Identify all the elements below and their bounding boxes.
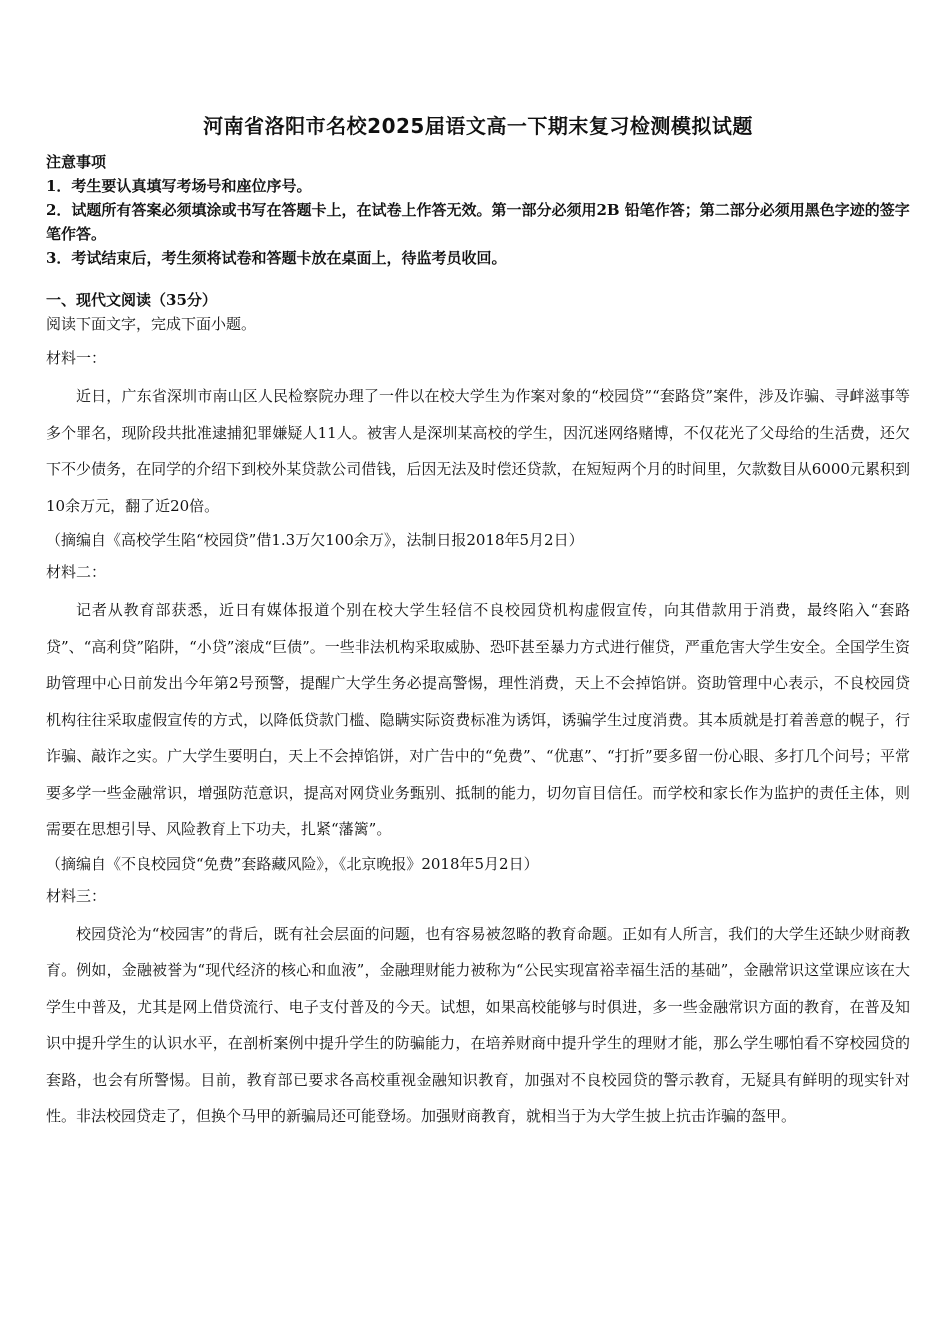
- section-heading: 一、现代文阅读（35分）: [46, 291, 217, 309]
- material-paragraph: 校园贷沦为“校园害”的背后，既有社会层面的问题，也有容易被忽略的教育命题。正如有人所言，我们的大学生还缺少财商教育。例如，金融被誉为“现代经济的核心和血液”，金融理财能力被称为“公民实现富裕幸福生活的基础”，金融常识这堂课应该在大学生中普及，尤其是网上借贷流行、电子支付普及的今天。试想，如果高校能够与时俱进，多一些金融常识方面的教育，在普及知识中提升学生的认识水平，在剖析案例中提升学生的防骗能力，在培养财商中提升学生的理财才能，那么学生哪怕看不穿校园贷的套路，也会有所警惕。目前，教育部已要求各高校重视金融知识教育，加强对不良校园贷的警示教育，无疑具有鲜明的现实针对性。非法校园贷走了，但换个马甲的新骗局还可能登场。加强财商教育，就相当于为大学生披上抗击诈骗的盔甲。: [46, 924, 910, 1125]
- material-1: [46, 346, 910, 552]
- spacer: [46, 270, 910, 288]
- notice-item-2: 2．试题所有答案必须填涂或书写在答题卡上，在试卷上作答无效。第一部分必须用2B 铅笔作答；第二部分必须用黑色字迹的签字笔作答。: [46, 201, 910, 243]
- notice-item-3: 3．考试结束后，考生须将试卷和答题卡放在桌面上，待监考员收回。: [46, 249, 507, 267]
- material-3: [46, 884, 910, 1135]
- section-instruction: 阅读下面文字，完成下面小题。: [46, 315, 257, 333]
- exam-page: [46, 112, 910, 1135]
- material-2: [46, 560, 910, 876]
- material-paragraph: 记者从教育部获悉，近日有媒体报道个别在校大学生轻信不良校园贷机构虚假宣传，向其借款用于消费，最终陷入“套路贷”、“高利贷”陷阱，“小贷”滚成“巨债”。一些非法机构采取威胁、恐吓甚至暴力方式进行催贷，严重危害大学生安全。全国学生资助管理中心日前发出今年第2号预警，提醒广大学生务必提高警惕，理性消费，天上不会掉馅饼。资助管理中心表示，不良校园贷机构往往采取虚假宣传的方式，以降低贷款门槛、隐瞒实际资费标准为诱饵，诱骗学生过度消费。其本质就是打着善意的幌子，行诈骗、敲诈之实。广大学生要明白，天上不会掉馅饼，对广告中的“免费”、“优惠”、“打折”要多留一份心眼、多打几个问号；平常要多学一些金融常识，增强防范意识，提高对网贷业务甄别、抵制的能力，切勿盲目信任。而学校和家长作为监护的责任主体，则需要在思想引导、风险教育上下功夫，扎紧“藩篱”。: [46, 601, 910, 838]
- material-label: 材料二：: [46, 563, 107, 581]
- material-label: 材料三：: [46, 886, 107, 905]
- material-source: （摘编自《不良校园贷“免费”套路藏风险》，《北京晚报》2018年5月2日）: [46, 854, 539, 873]
- material-label: 材料一：: [46, 349, 107, 367]
- exam-title: 河南省洛阳市名校2025届语文高一下期末复习检测模拟试题: [203, 114, 753, 138]
- material-paragraph: 近日，广东省深圳市南山区人民检察院办理了一件以在校大学生为作案对象的“校园贷”“套路贷”案件，涉及诈骗、寻衅滋事等多个罪名，现阶段共批准逮捕犯罪嫌疑人11人。被害人是深圳某高校的学生，因沉迷网络赌博，不仅花光了父母给的生活费，还欠下不少债务，在同学的介绍下到校外某贷款公司借钱，后因无法及时偿还贷款，在短短两个月的时间里，欠款数目从6000元累积到10余万元，翻了近20倍。: [46, 387, 910, 515]
- notice-heading: 注意事项: [46, 153, 107, 171]
- section-modern-reading: [46, 288, 910, 1135]
- notice-block: [46, 150, 910, 270]
- material-source: （摘编自《高校学生陷“校园贷”借1.3万欠100余万》，法制日报2018年5月2日）: [46, 531, 584, 549]
- notice-item-1: 1．考生要认真填写考场号和座位序号。: [46, 177, 312, 195]
